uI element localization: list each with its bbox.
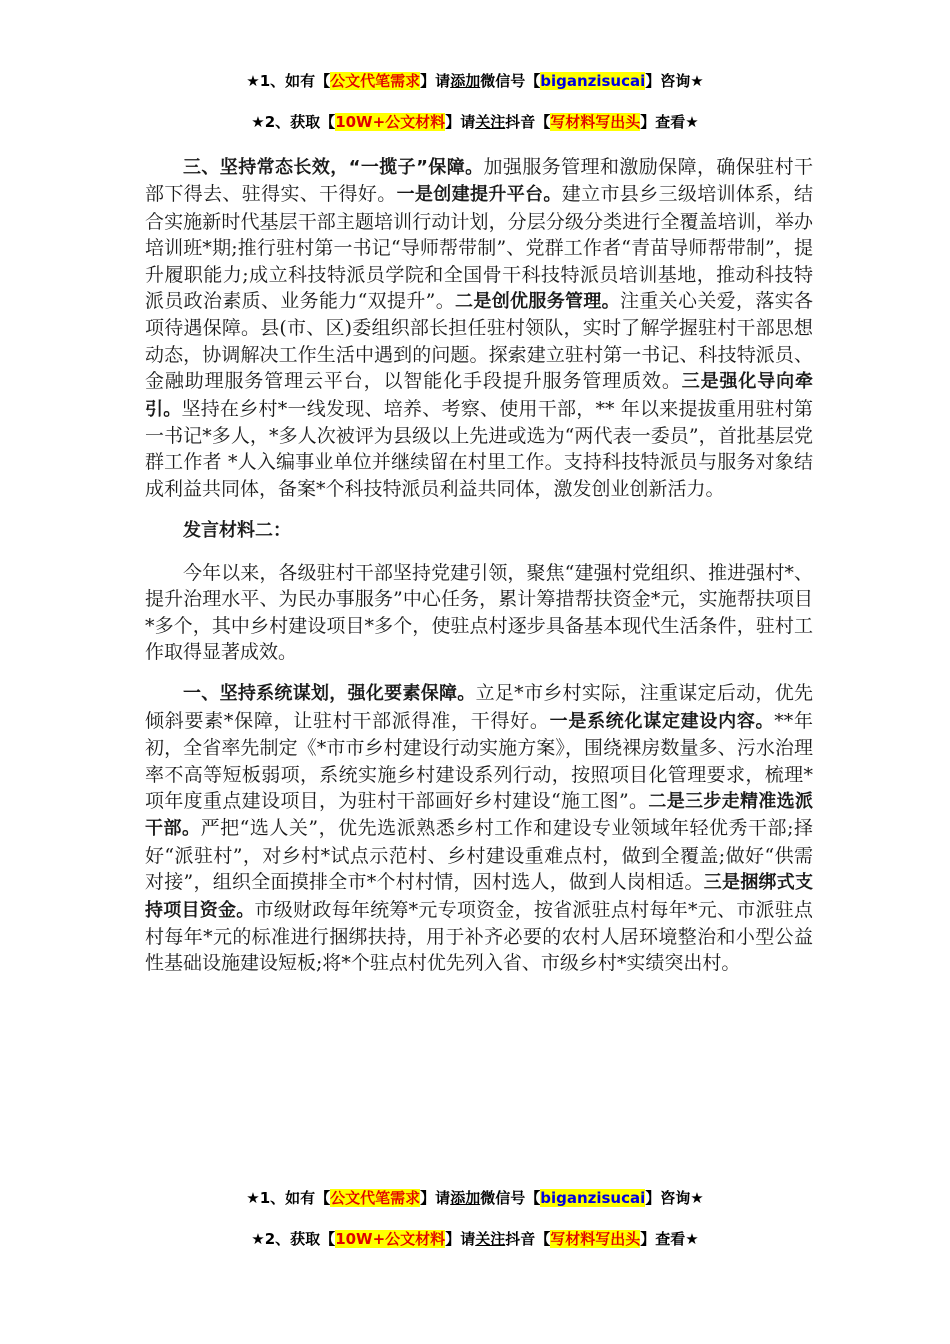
paragraph-text: 加强服务管理和激励保障，确保驻村干部下得去、驻得实、干得好。 xyxy=(145,156,813,206)
highlight-materials: 10W+公文材料 xyxy=(335,1230,446,1248)
paragraph-text: 注重关心关爱，落实各项待遇保障。县(市、区)委组织部长担任驻村领队，实时了解学握驻村干部思想动态，协调解决工作生活中遇到的问题。探索建立驻村第一书记、科技特派员、金融助理服务管理云平台，以智能化手段提升服务管理质效。 xyxy=(145,290,813,393)
paragraph-heading: 二是三步走精准选派干部。 xyxy=(145,790,814,840)
paragraph-heading: 三、坚持常态长效，“一揽子”保障。 xyxy=(183,157,484,178)
header-banner-line-1 xyxy=(0,71,950,91)
highlight-service: 公文代笔需求 xyxy=(330,1189,421,1207)
banner-text: 】咨询★ xyxy=(645,1189,704,1207)
section-heading: 发言材料二： xyxy=(183,520,291,542)
banner-underlined: 添加 xyxy=(450,1189,481,1207)
banner-text: 抖音【 xyxy=(505,113,551,131)
banner-underlined: 添加 xyxy=(450,72,481,90)
banner-text: ★2、获取【 xyxy=(251,113,336,131)
document-body xyxy=(145,154,813,977)
banner-text: 】查看★ xyxy=(640,113,699,131)
banner-underlined: 关注 xyxy=(475,113,506,131)
banner-text: 】请 xyxy=(420,72,451,90)
banner-text: 】请 xyxy=(420,1189,451,1207)
paragraph-heading: 三是强化导向牵引。 xyxy=(145,371,813,420)
paragraph-text: 市级财政每年统筹*元专项资金，按省派驻点村每年*元、市派驻点村每年*元的标准进行捆绑扶持，用于补齐必要的农村人居环境整治和小型公益性基础设施建设短板;将*个驻点村优先列入省、市级乡村*实绩突出村。 xyxy=(145,898,813,975)
header-banner-line-2 xyxy=(0,112,950,132)
paragraph-heading: 二是创优服务管理。 xyxy=(455,291,621,313)
highlight-douyin: 写材料写出头 xyxy=(550,1230,641,1248)
banner-text: 】请 xyxy=(445,113,476,131)
banner-text: ★1、如有【 xyxy=(246,72,331,90)
paragraph-section-1 xyxy=(145,680,813,976)
banner-text: 微信号【 xyxy=(480,1189,541,1207)
banner-text: ★2、获取【 xyxy=(251,1230,336,1248)
paragraph-heading: 一是系统化谋定建设内容。 xyxy=(549,710,775,732)
banner-text: 】请 xyxy=(445,1230,476,1248)
paragraph-text: 建立市县乡三级培训体系，结合实施新时代基层干部主题培训行动计划，分层分级分类进行全覆盖培训，举办培训班*期;推行驻村第一书记“导师帮带制”、党群工作者“青苗导师帮带制”，提升履职能力;成立科技特派员学院和全国骨干科技特派员培训基地，推动科技特派员政治素质、业务能力“双提升”。 xyxy=(145,183,813,313)
paragraph-text: 坚持在乡村*一线发现、培养、考察、使用干部，** 年以来提拔重用驻村第一书记*多人，*多人次被评为县级以上先进或选为“两代表一委员”，首批基层党群工作者 *人入编事业单位并继续留在村里工作。支持科技特派员与服务对象结成利益共同体，备案*个科技特派员利益共同体，激发创业创新活力。 xyxy=(145,397,813,500)
paragraph-section-3 xyxy=(145,154,813,502)
paragraph-heading: 一是创建提升平台。 xyxy=(396,184,562,206)
highlight-materials: 10W+公文材料 xyxy=(335,113,446,131)
footer-banner-line-2 xyxy=(0,1229,950,1249)
highlight-wechat-id: biganzisucai xyxy=(540,1189,646,1207)
highlight-wechat-id: biganzisucai xyxy=(540,72,646,90)
banner-text: 】咨询★ xyxy=(645,72,704,90)
highlight-service: 公文代笔需求 xyxy=(330,72,421,90)
highlight-douyin: 写材料写出头 xyxy=(550,113,641,131)
paragraph-text: 立足*市乡村实际，注重谋定后动，优先倾斜要素*保障，让驻村干部派得准，干得好。 xyxy=(145,682,813,732)
paragraph-heading: 三是捆绑式支持项目资金。 xyxy=(145,872,814,921)
section-title-material-2 xyxy=(145,517,813,544)
paragraph-text: 严把“选人关”，优先选派熟悉乡村工作和建设专业领域年轻优秀干部;择好“派驻村”，对乡村*试点示范村、乡村建设重难点村，做到全覆盖;做好“供需对接”，组织全面摸排全市*个村村情，因村选人，做到人岗相适。 xyxy=(145,817,813,894)
paragraph-intro: 今年以来，各级驻村干部坚持党建引领，聚焦“建强村党组织、推进强村*、提升治理水平、为民办事服务”中心任务，累计筹措帮扶资金*元，实施帮扶项目*多个，其中乡村建设项目*多个，使驻点村逐步具备基本现代生活条件，驻村工作取得显著成效。 xyxy=(145,561,813,663)
paragraph-text: **年初，全省率先制定《*市市乡村建设行动实施方案》，围绕裸房数量多、污水治理率不高等短板弱项，系统实施乡村建设系列行动，按照项目化管理要求，梳理*项年度重点建设项目，为驻村干部画好乡村建设“施工图”。 xyxy=(145,709,813,812)
paragraph-heading: 一、坚持系统谋划，强化要素保障。 xyxy=(183,683,476,705)
banner-underlined: 关注 xyxy=(475,1230,506,1248)
banner-text: 微信号【 xyxy=(480,72,541,90)
banner-text: ★1、如有【 xyxy=(246,1189,331,1207)
banner-text: 抖音【 xyxy=(505,1230,551,1248)
banner-text: 】查看★ xyxy=(640,1230,699,1248)
footer-banner-line-1 xyxy=(0,1188,950,1208)
